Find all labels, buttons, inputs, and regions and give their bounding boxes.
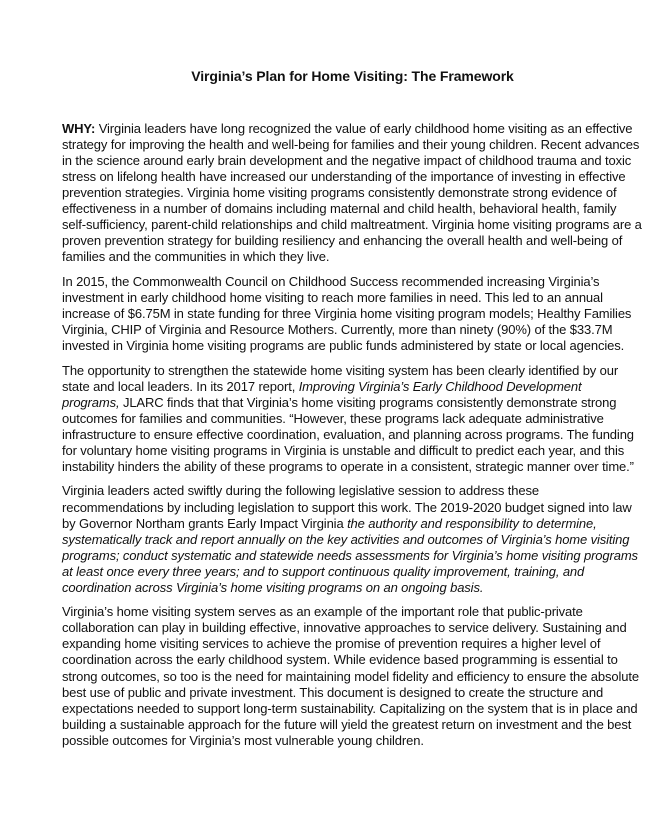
document-body (62, 121, 642, 757)
paragraph-jlarc (62, 363, 642, 475)
paragraph-funding (62, 274, 642, 354)
system-text: Virginia’s home visiting system serves as an example of the important role that public-private collaboration can play in building effective, innovative approaches to service delivery. Sustaining and expanding home visiting services to achieve the promise of prevention requires a higher level of coordination across the early childhood system. While evidence based programming is essential to strong outcomes, so too is the need for maintaining model fidelity and efficiency to ensure the absolute best use of public and private investment. This document is designed to create the structure and expectations needed to support long-term sustainability. Capitalizing on the system that is in place and building a sustainable approach for the future will yield the greatest return on investment and the best possible outcomes for Virginia’s most vulnerable young children. (62, 604, 639, 748)
legislation-text-before: Virginia leaders acted swiftly during the following legislative session to address these recommendations by including legislation to support this work. The 2019-2020 budget signed into law by Governor Northam grants Early Impact Virginia (62, 483, 632, 531)
page-title: Virginia’s Plan for Home Visiting: The Framework (191, 68, 514, 84)
paragraph-system (62, 604, 642, 748)
paragraph-legislation (62, 483, 642, 595)
jlarc-text-before: The opportunity to strengthen the statewide home visiting system has been clearly identified by our state and local leaders. In its 2017 report, (62, 362, 619, 394)
funding-text: In 2015, the Commonwealth Council on Childhood Success recommended increasing Virginia’s investment in early childhood home visiting to reach more families in need. This led to an annual increase of $6.75M in state funding for three Virginia home visiting program models; Healthy Families Virginia, CHIP of Virginia and Resource Mothers. Currently, more than ninety (90%) of the $33.7M invested in Virginia home visiting programs are public funds administered by state or local agencies. (62, 273, 632, 354)
why-text: Virginia leaders have long recognized the value of early childhood home visiting as an effective strategy for improving the health and well-being for families and their young children. Recent advances in the science around early brain development and the negative impact of childhood trauma and toxic stress on lifelong health have increased our understanding of the importance of investing in effective prevention strategies. Virginia home visiting programs consistently demonstrate strong evidence of effectiveness in a number of domains including maternal and child health, behavioral health, family self-sufficiency, parent-child relationships and child maltreatment. Virginia home visiting programs are a proven prevention strategy for building resiliency and enhancing the overall health and well-being of families and the communities in which they live. (62, 121, 642, 265)
jlarc-text-after: JLARC finds that that Virginia’s home visiting programs consistently demonstrate strong outcomes for families and communities. “However, these programs lack adequate administrative infrastructure to ensure effective coordination, evaluation, and planning across programs. The funding for voluntary home visiting programs in Virginia is unstable and difficult to predict each year, and this instability hinders the ability of these programs to operate in a consistent, strategic manner over time.” (62, 394, 634, 474)
paragraph-why (62, 121, 642, 265)
jlarc-report-title: Improving Virginia’s Early Childhood Development programs, (62, 378, 582, 410)
why-lead: WHY: (62, 121, 96, 136)
legislation-authority: the authority and responsibility to determine, systematically track and report annually on the key activities and outcomes of Virginia’s home visiting programs; conduct systematic and statewide needs assessments for Virginia’s home visiting programs at least once every three years; and to support continuous quality improvement, training, and coordination across Virginia’s home visiting programs on an ongoing basis. (62, 515, 638, 595)
